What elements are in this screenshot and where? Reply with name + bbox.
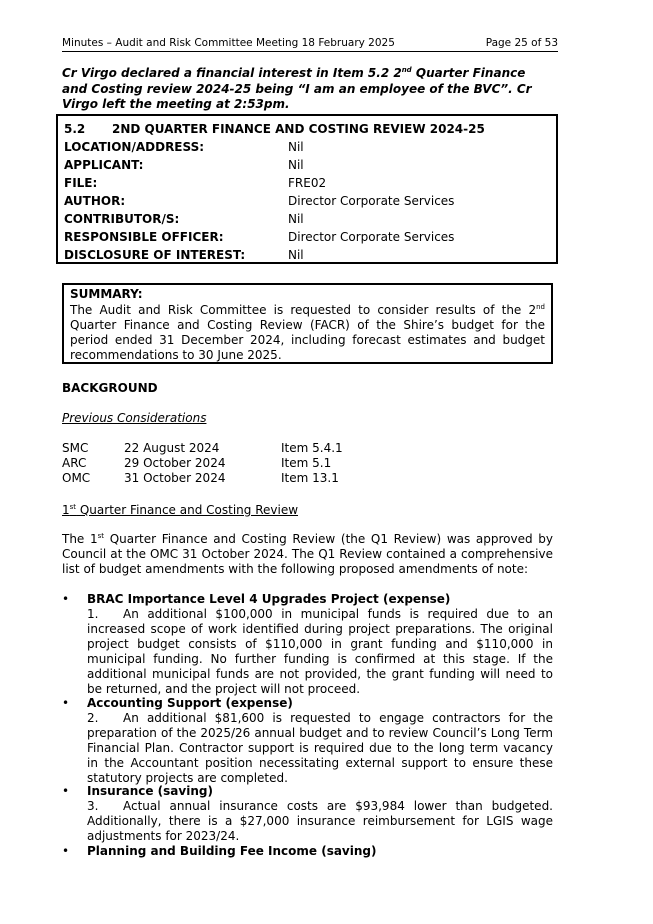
bullet-icon: •: [62, 696, 70, 710]
list-item: • Insurance (saving) 3. Actual annual insurance costs are $93,984 lower than budgeted. Additionally, there is a $27,000 insurance reimbursement for LGIS wage adjustments for 2023/24.: [62, 784, 553, 843]
page-header: [62, 37, 558, 52]
detail-row: APPLICANT: Nil: [64, 158, 304, 172]
table-row: SMC 22 August 2024 Item 5.4.1: [62, 441, 343, 455]
item-title: 5.2 2ND QUARTER FINANCE AND COSTING REVIEW 2024-25: [64, 122, 485, 136]
detail-row: AUTHOR: Director Corporate Services: [64, 194, 455, 208]
previous-considerations-heading: Previous Considerations: [62, 411, 207, 425]
bullet-icon: •: [62, 784, 70, 798]
detail-row: FILE: FRE02: [64, 176, 327, 190]
header-title: Minutes – Audit and Risk Committee Meeting 18 February 2025: [62, 37, 395, 49]
summary-box: [62, 283, 553, 364]
bullet-icon: •: [62, 844, 70, 858]
table-row: OMC 31 October 2024 Item 13.1: [62, 471, 339, 485]
summary-title: SUMMARY:: [70, 287, 143, 301]
summary-text: The Audit and Risk Committee is requested to consider results of the 2nd Quarter Finance and Costing Review (FACR) of the Shire’s budget for the period ended 31 December 2024, including forecast estimates and budget recommendations to 30 June 2025.: [70, 303, 545, 362]
list-item: • Accounting Support (expense) 2. An additional $81,600 is requested to engage contractors for the preparation of the 2025/26 annual budget and to review Council’s Long Term Financial Plan. Contractor support is required due to the long term vacancy in the Accountant position necessitating external support to ensure these statutory projects are completed.: [62, 696, 553, 785]
item-details-box: [56, 114, 558, 264]
list-item: • Planning and Building Fee Income (saving): [62, 844, 377, 858]
detail-row: DISCLOSURE OF INTEREST: Nil: [64, 248, 304, 262]
previous-considerations-table: [62, 441, 362, 486]
page-number: Page 25 of 53: [485, 37, 558, 49]
q1-review-paragraph: The 1st Quarter Finance and Costing Review (the Q1 Review) was approved by Council at the OMC 31 October 2024. The Q1 Review contained a comprehensive list of budget amendments with the following proposed amendments of note:: [62, 532, 553, 576]
detail-row: CONTRIBUTOR/S: Nil: [64, 212, 304, 226]
bullet-icon: •: [62, 592, 70, 606]
list-item: • BRAC Importance Level 4 Upgrades Project (expense) 1. An additional $100,000 in municipal funds is required due to an increased scope of work identified during project preparations. The original project budget consists of $110,000 in grant funding and $110,000 in municipal funding. No further funding is confirmed at this stage. If the additional municipal funds are not provided, the grant funding will need to be returned, and the project will not proceed.: [62, 592, 553, 696]
table-row: ARC 29 October 2024 Item 5.1: [62, 456, 332, 470]
q1-review-heading: 1st Quarter Finance and Costing Review: [62, 503, 299, 517]
detail-row: LOCATION/ADDRESS: Nil: [64, 140, 304, 154]
background-heading: BACKGROUND: [62, 381, 158, 395]
detail-row: RESPONSIBLE OFFICER: Director Corporate Services: [64, 230, 455, 244]
declaration-note: Cr Virgo declared a financial interest in Item 5.2 2nd Quarter Finance and Costing review 2024-25 being “I am an employee of the BVC”. Cr Virgo left the meeting at 2:53pm.: [62, 66, 532, 111]
